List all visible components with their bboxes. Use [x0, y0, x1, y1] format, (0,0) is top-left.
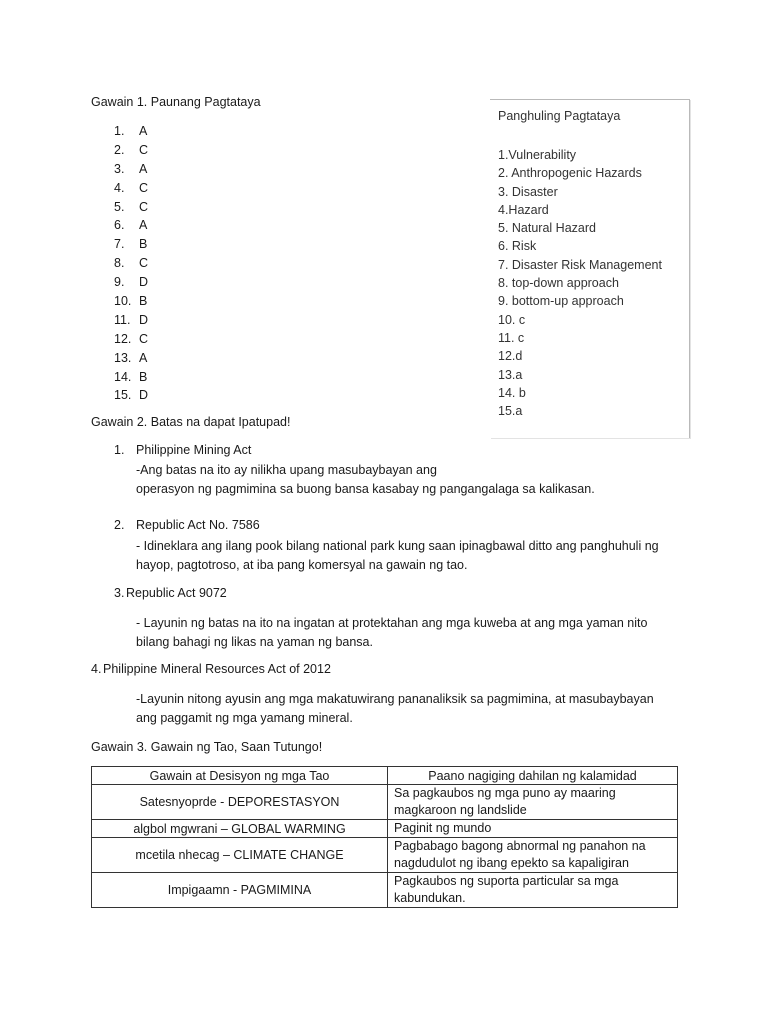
table-row [92, 785, 678, 820]
table-cell: Sa pagkaubos ng mga puno ay maaring magkaroon ng landslide [388, 785, 678, 820]
gawain3-table [91, 766, 678, 908]
list-item: 4.Hazard [498, 202, 549, 217]
law-title: Republic Act 9072 [126, 586, 227, 600]
law-3-description: - Layunin ng batas na ito na ingatan at protektahan ang mga kuweba at ang mga yaman nito bilang bahagi ng likas na yaman ng bansa. [136, 616, 648, 649]
column-header: Gawain at Desisyon ng mga Tao [92, 767, 388, 785]
list-item: 10. c [498, 312, 526, 327]
table-cell: Paginit ng mundo [388, 820, 678, 838]
list-item: 13. A [114, 350, 148, 365]
law-2: 2. Republic Act No. 7586 [114, 518, 260, 532]
list-item: 13.a [498, 367, 523, 382]
list-item: 7. B [114, 237, 148, 252]
gawain1-heading: Gawain 1. Paunang Pagtataya [91, 95, 261, 109]
list-item: 9. D [114, 275, 149, 290]
gawain3-heading: Gawain 3. Gawain ng Tao, Saan Tutungo! [91, 740, 323, 754]
table-cell: Pagbabago bagong abnormal ng panahon na nagdudulot ng ibang epekto sa kapaligiran [388, 838, 678, 873]
table-cell: algbol mgwrani – GLOBAL WARMING [92, 820, 388, 838]
table-row [92, 820, 678, 838]
list-item: 1.Vulnerability [498, 148, 577, 162]
list-item: 2. C [114, 142, 149, 157]
law-2-description: - Idineklara ang ilang pook bilang national park kung saan ipinagbawal ditto ang panghuhuli ng hayop, pagtotroso, at iba pang komersyal na gawain ng tao. [136, 539, 659, 572]
list-item: 4. C [114, 180, 149, 195]
list-item: 5. C [114, 199, 149, 214]
table-row [92, 873, 678, 908]
list-item: 2. Anthropogenic Hazards [498, 166, 642, 181]
list-item: 1. A [114, 124, 148, 138]
list-item: 6. Risk [498, 239, 537, 254]
panghuling-list [498, 146, 662, 420]
list-item: 10. B [114, 294, 148, 309]
law-4: 4. Philippine Mineral Resources Act of 2012 [91, 662, 331, 676]
law-3: 3. Republic Act 9072 [114, 586, 227, 600]
list-item: 14. B [114, 369, 148, 384]
list-item: 14. b [498, 385, 526, 400]
list-item: 9. bottom-up approach [498, 294, 624, 309]
law-title: Philippine Mining Act [136, 443, 252, 457]
list-item: 5. Natural Hazard [498, 221, 596, 236]
law-title: Republic Act No. 7586 [136, 518, 260, 532]
list-item: 6. A [114, 218, 148, 233]
list-item: 8. C [114, 256, 149, 271]
column-header: Paano nagiging dahilan ng kalamidad [388, 767, 678, 785]
law-4-description: -Layunin nitong ayusin ang mga makatuwirang pananaliksik sa pagmimina, at masubaybayan ang paggamit ng mga yamang mineral. [136, 692, 654, 725]
table-row [92, 838, 678, 873]
table-cell: Satesnyoprde - DEPORESTASYON [92, 785, 388, 820]
list-item: 11. D [114, 312, 149, 327]
law-1: 1. Philippine Mining Act [114, 443, 252, 457]
gawain2-heading: Gawain 2. Batas na dapat Ipatupad! [91, 415, 291, 429]
table-cell: Impigaamn - PAGMIMINA [92, 873, 388, 908]
law-1-description: -Ang batas na ito ay nilikha upang masubaybayan ang operasyon ng pagmimina sa buong bansa kasabay ng pangangalaga sa kalikasan. [136, 463, 595, 496]
list-item: 3. A [114, 161, 148, 176]
list-item: 8. top-down approach [498, 276, 619, 291]
panghuling-title: Panghuling Pagtataya [498, 109, 621, 123]
table-cell: Pagkaubos ng suporta particular sa mga kabundukan. [388, 873, 678, 908]
list-item: 3. Disaster [498, 184, 558, 199]
list-item: 7. Disaster Risk Management [498, 257, 662, 272]
list-item: 15.a [498, 404, 523, 419]
list-item: 15. D [114, 388, 149, 403]
table-header-row [92, 767, 678, 785]
list-item: 12.d [498, 349, 523, 364]
law-title: Philippine Mineral Resources Act of 2012 [103, 662, 331, 676]
list-item: 12. C [114, 331, 149, 346]
list-item: 11. c [498, 330, 525, 345]
table-cell: mcetila nhecag – CLIMATE CHANGE [92, 838, 388, 873]
panghuling-pagtataya-box [490, 99, 690, 438]
gawain1-answer-list [114, 122, 194, 405]
